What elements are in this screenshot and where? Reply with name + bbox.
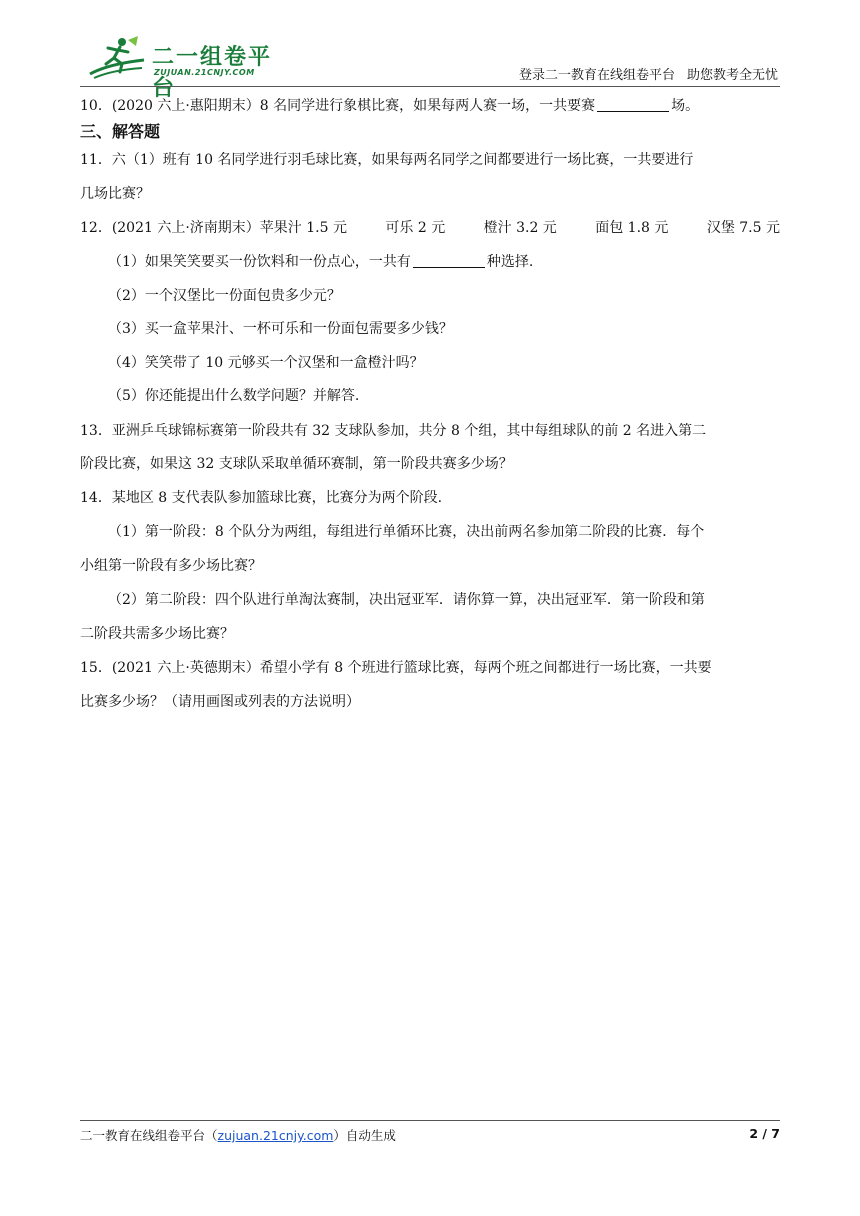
q12-sub1-text: （1）如果笑笑要买一份饮料和一份点心，一共有 <box>108 254 411 270</box>
price-bread: 面包 1.8 元 <box>595 220 669 236</box>
footer-link[interactable]: zujuan.21cnjy.com <box>217 1128 334 1143</box>
question-11-line-1: 11．六（1）班有 10 名同学进行羽毛球比赛，如果每两名同学之间都要进行一场比赛，一共要进行 <box>80 152 694 168</box>
question-12-sub-3: （3）买一盒苹果汁、一杯可乐和一份面包需要多少钱？ <box>108 321 453 337</box>
question-14-sub-2-line-2: 二阶段共需多少场比赛？ <box>80 626 234 642</box>
question-10 <box>80 96 699 116</box>
slogan-login[interactable]: 登录二一教育在线组卷平台 <box>518 68 675 83</box>
q12-head: 12．(2021 六上·济南期末）苹果汁 1.5 元 <box>80 220 347 236</box>
q12-sub1-after: 种选择. <box>486 254 534 270</box>
question-12-sub-2: （2）一个汉堡比一份面包贵多少元？ <box>108 288 341 304</box>
section-title: 三、解答题 <box>80 122 161 141</box>
page-header <box>80 28 780 101</box>
question-11-line-2: 几场比赛？ <box>80 186 150 202</box>
q10-text-after: 场。 <box>671 98 700 114</box>
page-footer <box>80 1122 780 1146</box>
price-orange-juice: 橙汁 3.2 元 <box>483 220 557 236</box>
logo-subtitle: ZUJUAN.21CNJY.COM <box>154 68 255 77</box>
question-12-sub-4: （4）笑笑带了 10 元够买一个汉堡和一盒橙汁吗？ <box>108 355 424 371</box>
footer-text-after: ）自动生成 <box>333 1128 396 1143</box>
footer-divider <box>80 1120 780 1121</box>
question-15-line-1: 15．(2021 六上·英德期末）希望小学有 8 个班进行篮球比赛，每两个班之间都进行一场比赛，一共要 <box>80 660 712 676</box>
question-15-line-2: 比赛多少场？（请用画图或列表的方法说明） <box>80 694 360 710</box>
header-divider <box>80 86 780 87</box>
question-13-line-1: 13．亚洲乒乓球锦标赛第一阶段共有 32 支球队参加，共分 8 个组，其中每组球队的前 2 名进入第二 <box>80 423 707 439</box>
question-13-line-2: 阶段比赛，如果这 32 支球队采取单循环赛制，第一阶段共赛多少场？ <box>80 456 513 472</box>
footer-credit <box>80 1126 396 1144</box>
runner-logo-icon <box>86 34 148 80</box>
question-14-sub-1-line-1: （1）第一阶段：8 个队分为两组，每组进行单循环比赛，决出前两名参加第二阶段的比赛．每个 <box>108 524 705 540</box>
logo <box>86 34 286 101</box>
page-number: 2 / 7 <box>749 1126 780 1141</box>
question-14-sub-1-line-2: 小组第一阶段有多少场比赛？ <box>80 558 262 574</box>
price-cola: 可乐 2 元 <box>385 220 446 236</box>
question-14-line-1: 14．某地区 8 支代表队参加篮球比赛，比赛分为两个阶段. <box>80 490 443 506</box>
question-12-head <box>80 218 780 238</box>
header-slogan <box>507 64 778 83</box>
question-12-sub-5: （5）你还能提出什么数学问题？并解答. <box>108 388 360 404</box>
price-burger: 汉堡 7.5 元 <box>706 220 780 236</box>
q10-text: 10．(2020 六上·惠阳期末）8 名同学进行象棋比赛，如果每两人赛一场，一共要赛 <box>80 98 596 114</box>
question-12-sub-1 <box>108 252 533 272</box>
answer-blank <box>597 97 669 112</box>
logo-title: 二一组卷平台 <box>152 45 273 101</box>
slogan-motto: 助您教考全无忧 <box>686 68 778 83</box>
footer-text: 二一教育在线组卷平台（ <box>80 1128 218 1143</box>
answer-blank <box>413 253 485 268</box>
question-14-sub-2-line-1: （2）第二阶段：四个队进行单淘汰赛制，决出冠亚军．请你算一算，决出冠亚军．第一阶段和第 <box>108 592 705 608</box>
